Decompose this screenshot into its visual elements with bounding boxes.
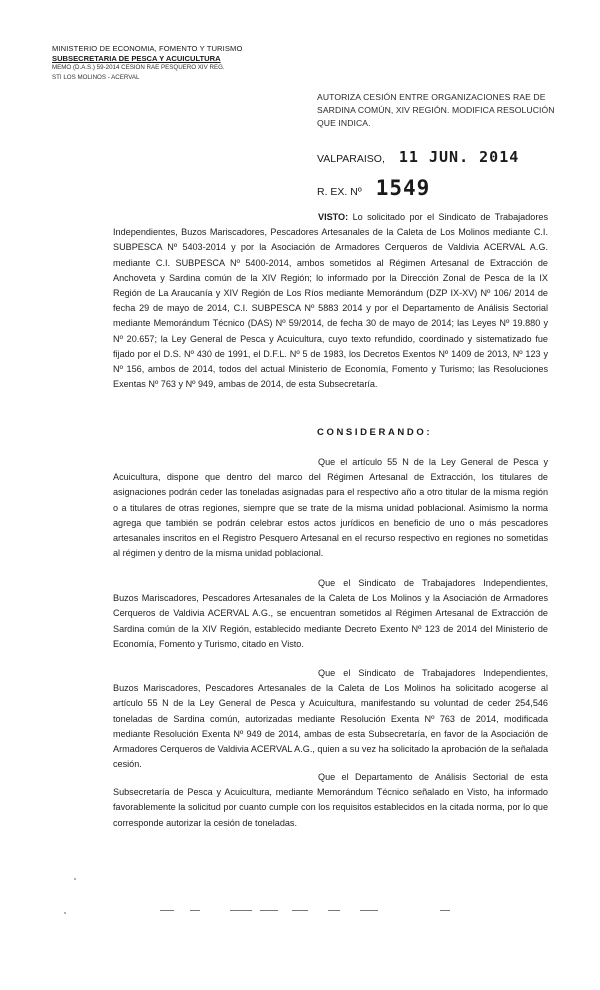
considerando-heading: CONSIDERANDO: [317,427,433,438]
memo-reference: MEMO (D.A.S.) 59-2014 CESION RAE PESQUERO XIV REG. [52,64,225,71]
place-date [317,148,519,166]
letterhead [52,44,262,82]
considerando-paragraph: Que el artículo 55 N de la Ley General de Pesca y Acuicultura, dispone que dentro del marco del Régimen Artesanal de Extracción, los titulares de asignaciones podrán ceder las toneladas asignadas para el respectivo año a otro titular de la misma región o a titulares de otras regiones, siempre que se trate de la misma unidad poblacional. Asimismo la norma agrega que también se podrán celebrar estos actos jurídicos en beneficio de uno o más pescadores artesanales inscritos en el Registro Pesquero Artesanal en el recurso respectivo en regiones no sometidas al régimen y dentro de la misma unidad poblacional. [113,457,548,559]
visto-text: Lo solicitado por el Sindicato de Trabajadores Independientes, Buzos Mariscadores, Pescadores Artesanales de la Caleta de Los Molinos mediante C.I. SUBPESCA Nº 5403-2014 y por la Asociación de Armadores Cerqueros de Valdivia ACERVAL A.G. mediante C.I. SUBPESCA Nº 5400-2014, ambos sometidos al Régimen Artesanal de Extracción de Anchoveta y Sardina común de la XIV Región; lo informado por la Dirección Zonal de Pesca de la IX Región de La Araucanía y XIV Región de Los Ríos mediante Memorándum (DZP IX-XV) Nº 106/ 2014 de fecha 29 de mayo de 2014, C.I. SUBPESCA Nº 5883 2014 y por el Departamento de Análisis Sectorial mediante Memorándum Técnico (DAS) Nº 59/2014, de fecha 30 de mayo de 2014; las Leyes Nº 19.880 y Nº 20.657; la Ley General de Pesca y Acuicultura, cuyo texto refundido, coordinado y sistematizado fue fijado por el D.S. Nº 430 de 1991, el D.F.L. Nº 5 de 1983, los Decretos Exentos Nº 1409 de 2013, Nº 123 y Nº 156, ambos de 2014, todos del actual Ministerio de Economía, Fomento y Turismo; las Resoluciones Exentas Nº 763 y Nº 949, ambas de 2014, de esta Subsecretaría. [113,212,548,390]
scan-artifact-marks [60,906,480,916]
city: VALPARAISO, [317,153,385,165]
considerando-paragraph: Que el Sindicato de Trabajadores Independientes, Buzos Mariscadores, Pescadores Artesanales de la Caleta de Los Molinos y la Asociación de Armadores Cerqueros de Valdivia ACERVAL A.G., se encuentran sometidos al Régimen Artesanal de Extracción de Sardina común de la XIV Región, establecido mediante Decreto Exento Nº 123 de 2014 del Ministerio de Economía, Fomento y Turismo, citado en Visto. [113,578,548,649]
scan-artifact-dot [74,878,76,880]
ministry-name: MINISTERIO DE ECONOMIA, FOMENTO Y TURISMO [52,44,243,53]
resolution-subject: AUTORIZA CESIÓN ENTRE ORGANIZACIONES RAE DE SARDINA COMÚN, XIV REGIÓN. MODIFICA RESOLUCIÓN QUE INDICA. [317,92,555,128]
scan-artifact-dot [64,912,66,914]
rex-label: R. EX. Nº [317,186,362,198]
subsecretaria-name: SUBSECRETARIA DE PESCA Y ACUICULTURA [52,53,221,63]
visto-label: VISTO: [318,212,349,222]
considerando-paragraph: Que el Departamento de Análisis Sectorial de esta Subsecretaría de Pesca y Acuicultura, mediante Memorándum Técnico señalado en Visto, ha informado favorablemente la solicitud por cuanto cumple con los requisitos establecidos en la citada norma, por lo que corresponde autorizar la cesión de toneladas. [113,772,548,828]
considerando-paragraph: Que el Sindicato de Trabajadores Independientes, Buzos Mariscadores, Pescadores Artesanales de la Caleta de Los Molinos ha solicitado acogerse al artículo 55 N de la Ley General de Pesca y Acuicultura, manifestando su voluntad de ceder 254,546 toneladas de Sardina común, autorizadas mediante Resolución Exenta Nº 763 de 2014, modificada mediante Resolución Exenta Nº 949 de 2014, ambas de esta Subsecretaría, en favor de la Asociación de Armadores Cerqueros de Valdivia ACERVAL A.G., quien a su vez ha solicitado la aprobación de la señalada cesión. [113,668,548,770]
visto-paragraph [113,210,548,392]
organizations-reference: STI LOS MOLINOS - ACERVAL [52,73,140,81]
date-stamp: 11 JUN. 2014 [398,148,520,166]
rex-number: 1549 [375,176,431,200]
resolution-number [317,176,430,200]
